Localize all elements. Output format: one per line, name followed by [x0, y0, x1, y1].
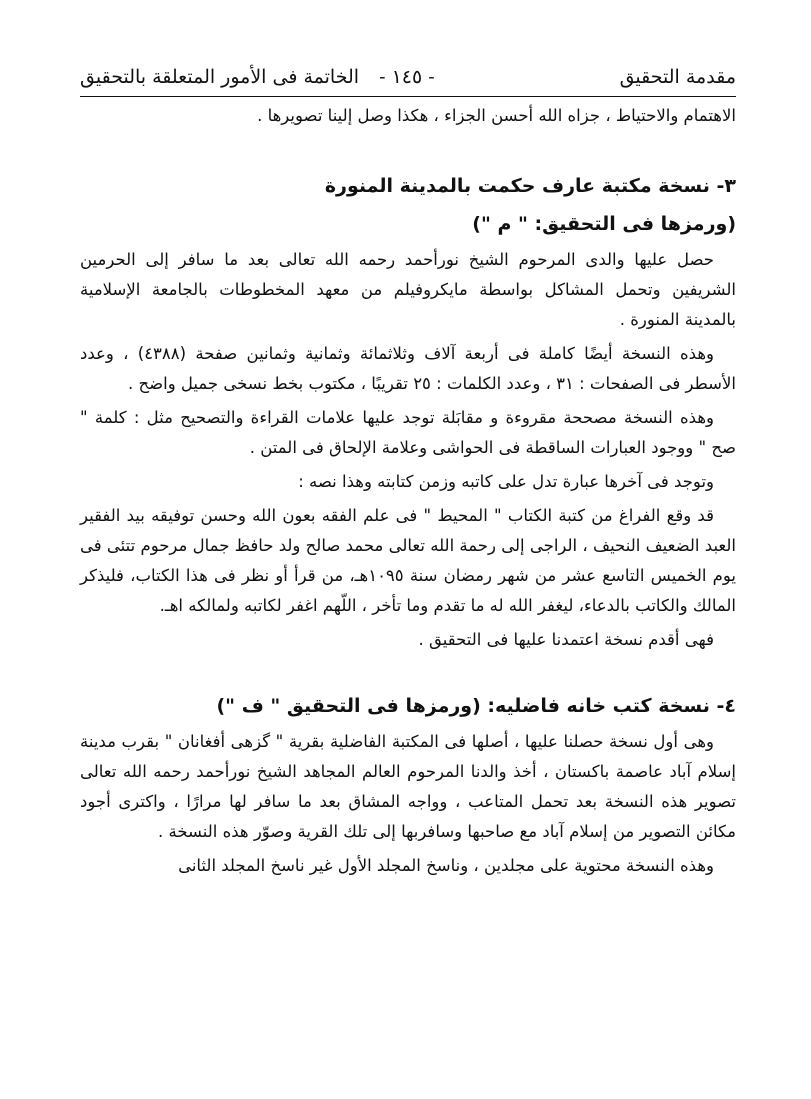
chapter-title: الخاتمة فى الأمور المتعلقة بالتحقيق [80, 66, 360, 88]
paragraph-continuation: الاهتمام والاحتياط ، جزاه الله أحسن الجزاء ، هكذا وصل إلينا تصويرها . [257, 106, 736, 125]
quoted-colophon: قد وقع الفراغ من كتبة الكتاب " المحيط " فى علم الفقه بعون الله وحسن توفيقه بيد الفقير العبد الضعيف النحيف ، الراجى إلى رحمة الله تعالى محمد صالح ولد حافظ جمال مرحوم تتئى فى يوم الخميس التاسع عشر من شهر رمضان سنة ١٠٩٥هـ، من قرأ أو نظر فى هذا الكتاب، فليذكر المالك والكاتب بالدعاء، ليغفر الله له ما تقدم وما تأخر ، اللّهم اغفر لكاتبه ولمالكه اهـ. [80, 506, 736, 615]
section-3-code: (ورمزها فى التحقيق: " م ") [472, 213, 736, 235]
section-3-heading: ٣- نسخة مكتبة عارف حكمت بالمدينة المنورة [324, 175, 736, 197]
section-gap [80, 135, 736, 169]
running-header [80, 62, 736, 92]
paragraph: وتوجد فى آخرها عبارة تدل على كاتبه وزمن كتابته وهذا نصه : [298, 472, 714, 491]
paragraph: وهى أول نسخة حصلنا عليها ، أصلها فى المكتبة الفاضلية بقرية " گزهى أفغانان " بقرب مدينة إسلام آباد عاصمة باكستان ، أخذ والدنا المرحوم العالم المجاهد الشيخ نورأحمد رحمه الله تعالى تصوير هذه النسخة بعد تحمل المتاعب ، وواجه المشاق بعد ما سافر لها مرارًا ، واكترى أجود مكائن التصوير من إسلام آباد مع صاحبها وسافربها إلى تلك القرية وصوّر هذه النسخة . [80, 732, 736, 841]
page-number: - ١٤٥ - [379, 66, 435, 88]
header-title: مقدمة التحقيق [619, 66, 736, 88]
header-divider [80, 96, 736, 97]
header-right-group [80, 66, 449, 88]
paragraph: حصل عليها والدى المرحوم الشيخ نورأحمد رحمه الله تعالى بعد ما سافر إلى الحرمين الشريفين وتحمل المشاكل بواسطة مايكروفيلم من معهد المخطوطات بالجامعة الإسلامية بالمدينة المنورة . [80, 250, 736, 329]
paragraph: فهى أقدم نسخة اعتمدنا عليها فى التحقيق . [418, 630, 714, 649]
body-text [80, 101, 736, 885]
section-gap [80, 659, 736, 689]
paragraph: وهذه النسخة محتوية على مجلدين ، وناسخ المجلد الأول غير ناسخ المجلد الثانى [178, 856, 714, 875]
paragraph: وهذه النسخة أيضًا كاملة فى أربعة آلاف وثلاثمائة وثمانية وثمانين صفحة (٤٣٨٨) ، وعدد الأسطر فى الصفحات : ٣١ ، وعدد الكلمات : ٢٥ تقريبًا ، مكتوب بخط نسخى جميل واضح . [80, 344, 736, 393]
paragraph: وهذه النسخة مصححة مقروءة و مقابَلة توجد عليها علامات القراءة والتصحيح مثل : كلمة " صح " ووجود العبارات الساقطة فى الحواشى وعلامة الإلحاق فى المتن . [80, 408, 736, 457]
section-4-heading: ٤- نسخة كتب خانه فاضليه: (ورمزها فى التحقيق " ف ") [216, 695, 736, 717]
